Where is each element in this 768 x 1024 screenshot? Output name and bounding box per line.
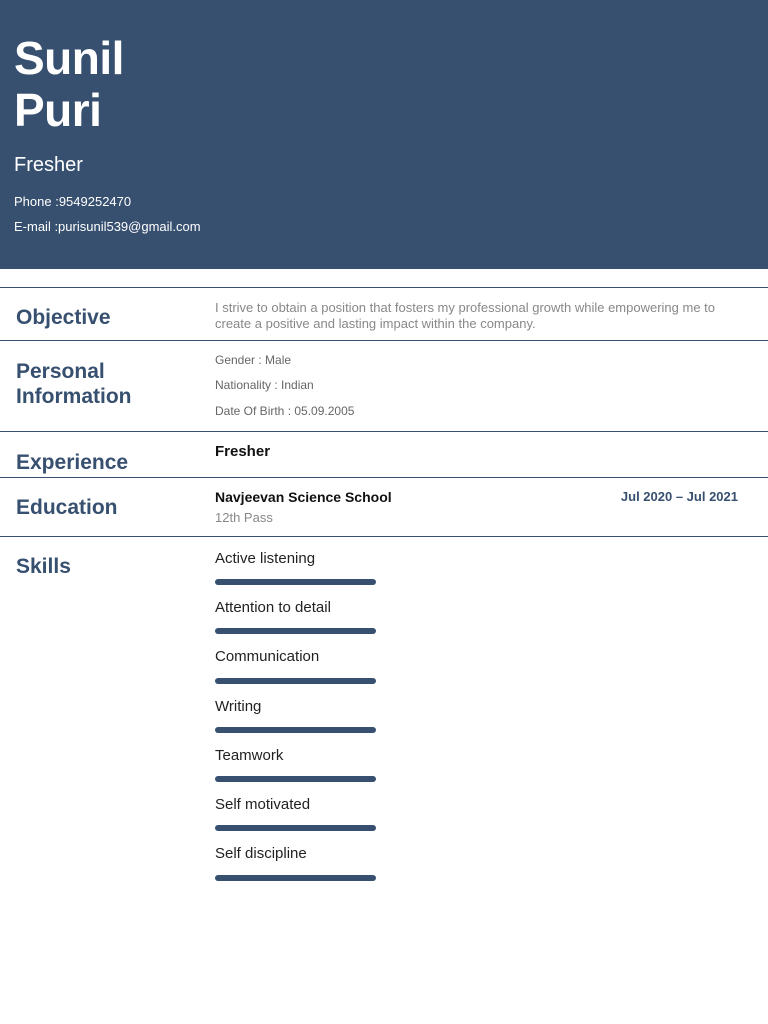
section-education: Education [16,496,118,519]
skill-bar [215,825,376,831]
full-name [14,32,124,136]
divider [0,431,768,432]
nationality: Nationality : Indian [215,378,314,392]
skill-name: Writing [215,698,262,715]
degree: 12th Pass [215,510,273,525]
email: E-mail :purisunil539@gmail.com [14,219,201,234]
section-personal-line1: Personal [16,360,105,383]
school-name: Navjeevan Science School [215,489,392,505]
section-objective: Objective [16,306,111,329]
gender: Gender : Male [215,353,292,367]
divider [0,340,768,341]
role: Fresher [14,154,83,176]
phone: Phone :9549252470 [14,194,132,209]
divider [0,536,768,537]
skill-bar [215,875,376,881]
divider [0,287,768,288]
skill-bar [215,678,376,684]
skill-bar [215,776,376,782]
skill-name: Teamwork [215,747,284,764]
section-skills: Skills [16,555,71,578]
skill-name: Attention to detail [215,599,331,616]
divider [0,477,768,478]
last-name: Puri [14,84,102,136]
section-experience: Experience [16,451,129,474]
skill-bar [215,579,376,585]
skill-bar [215,628,376,634]
skill-name: Communication [215,648,320,665]
date-of-birth: Date Of Birth : 05.09.2005 [215,404,355,418]
education-dates: Jul 2020 – Jul 2021 [620,489,738,504]
skill-bar [215,727,376,733]
experience-title: Fresher [215,443,271,460]
objective-line-1: I strive to obtain a position that fosters my professional growth while empowering me to [215,300,716,315]
resume-header [0,0,768,269]
section-personal [16,359,132,409]
skill-name: Active listening [215,550,316,567]
first-name: Sunil [14,32,124,84]
section-personal-line2: Information [16,385,132,408]
skill-name: Self discipline [215,845,307,862]
objective-line-2: create a positive and lasting impact within the company. [215,316,536,331]
skill-name: Self motivated [215,796,311,813]
